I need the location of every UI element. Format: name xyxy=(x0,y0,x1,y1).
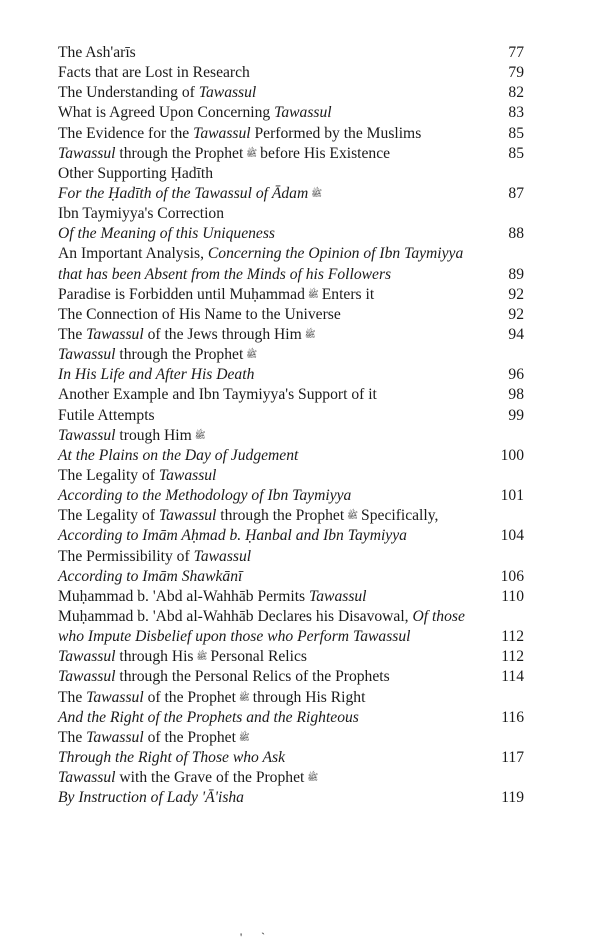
toc-entry xyxy=(58,526,524,546)
toc-entry-page-number: 98 xyxy=(508,386,524,404)
toc-entry-text: The xyxy=(58,688,87,706)
toc-entry xyxy=(58,103,524,123)
toc-entry-text: Tawassul xyxy=(86,688,144,706)
toc-entry-title xyxy=(58,728,518,748)
toc-entry xyxy=(58,63,524,83)
toc-entry-title xyxy=(58,627,495,647)
toc-entry-text: Tawassul xyxy=(58,346,116,364)
salawat-glyph-icon: ﷺ xyxy=(196,652,208,663)
toc-entry xyxy=(58,365,524,385)
toc-entry-text: Tawassul xyxy=(58,144,116,162)
toc-entry xyxy=(58,486,524,506)
toc-entry-title xyxy=(58,708,495,728)
toc-entry-title xyxy=(58,144,502,164)
salawat-glyph-icon: ﷺ xyxy=(238,692,250,703)
toc-entry-text: At the Plains on the Day of Judgement xyxy=(58,446,299,464)
toc-entry-text: of the Prophet xyxy=(143,688,236,706)
toc-entry xyxy=(58,667,524,687)
toc-entry-text: of the Jews through Him xyxy=(143,325,302,343)
toc-entry-text: of the Prophet xyxy=(143,728,236,746)
toc-entry-text: According to the Methodology of Ibn Taymiyya xyxy=(58,487,352,505)
toc-entry xyxy=(58,285,524,305)
toc-entry-page-number: 119 xyxy=(501,789,524,807)
toc-entry xyxy=(58,688,524,708)
toc-entry-page-number: 83 xyxy=(508,104,524,122)
toc-entry-title xyxy=(58,526,495,546)
toc-entry-text: The Legality of xyxy=(58,507,159,525)
toc-entry-text: Another Example and Ibn Taymiyya's Support of it xyxy=(58,386,377,404)
salawat-glyph-icon: ﷺ xyxy=(347,511,359,522)
toc-entry-text: Paradise is Forbidden until Muḥammad xyxy=(58,285,305,303)
toc-entry-text: By Instruction of Lady 'Ā'isha xyxy=(58,789,244,807)
toc-entry xyxy=(58,265,524,285)
toc-entry-text: The Legality of xyxy=(58,466,159,484)
toc-entry xyxy=(58,325,524,345)
toc-entry-text: through His xyxy=(115,648,194,666)
salawat-glyph-icon: ﷺ xyxy=(194,430,206,441)
toc-entry xyxy=(58,466,524,486)
toc-entry xyxy=(58,446,524,466)
salawat-glyph-icon: ﷺ xyxy=(238,732,250,743)
toc-entry-page-number: 104 xyxy=(500,527,524,545)
toc-entry-page-number: 101 xyxy=(500,487,524,505)
toc-entry-title xyxy=(58,204,518,224)
toc-entry-text: Tawassul xyxy=(274,104,332,122)
toc-entry xyxy=(58,164,524,184)
toc-entry xyxy=(58,728,524,748)
toc-entry-page-number: 82 xyxy=(508,84,524,102)
toc-entry xyxy=(58,224,524,244)
toc-entry-text: through His Right xyxy=(252,688,366,706)
toc-entry xyxy=(58,768,524,788)
toc-entry-title xyxy=(58,325,502,345)
toc-entry-title xyxy=(58,164,518,184)
toc-entry-title xyxy=(58,103,502,123)
toc-entry xyxy=(58,788,524,808)
toc-entry-text: Tawassul xyxy=(86,325,144,343)
toc-entry-title xyxy=(58,547,518,567)
toc-entry-title xyxy=(58,265,502,285)
salawat-glyph-icon: ﷺ xyxy=(246,350,258,361)
toc-entry xyxy=(58,426,524,446)
toc-entry-text: Muḥammad b. 'Abd al-Wahhāb Declares his Disavowal, xyxy=(58,607,413,625)
toc-entry-page-number: 99 xyxy=(508,406,524,424)
toc-entry-text: through the Prophet xyxy=(216,507,345,525)
toc-entry-text: Through the Right of Those who Ask xyxy=(58,748,285,766)
toc-entry-title xyxy=(58,688,518,708)
toc-entry-text: Tawassul xyxy=(58,426,116,444)
salawat-glyph-icon: ﷺ xyxy=(311,188,323,199)
toc-entry xyxy=(58,748,524,768)
toc-entry-title xyxy=(58,406,502,426)
toc-entry-text: Tawassul xyxy=(86,728,144,746)
toc-entry xyxy=(58,647,524,667)
toc-entry-text: through the Prophet xyxy=(115,144,244,162)
toc-entry xyxy=(58,406,524,426)
toc-entry-text: Tawassul xyxy=(158,507,217,525)
toc-entry-text: Tawassul xyxy=(198,84,257,102)
toc-entry-page-number: 92 xyxy=(508,285,524,303)
toc-entry-text: Performed by the Muslims xyxy=(250,124,422,142)
toc-entry-page-number: 100 xyxy=(500,446,524,464)
toc-entry xyxy=(58,506,524,526)
toc-entry-title xyxy=(58,587,495,607)
toc-entry-title xyxy=(58,607,518,627)
toc-entry-text: trough Him xyxy=(115,426,192,444)
toc-entry-text: Tawassul xyxy=(58,769,116,787)
toc-entry-page-number: 85 xyxy=(508,124,524,142)
toc-entry-page-number: 89 xyxy=(508,265,524,283)
toc-entry-text: Tawassul xyxy=(58,648,116,666)
salawat-glyph-icon: ﷺ xyxy=(307,289,319,300)
toc-entry-text: Tawassul xyxy=(309,587,367,605)
toc-entry-text: Facts that are Lost in Research xyxy=(58,64,250,82)
toc-entry-title xyxy=(58,345,518,365)
toc-entry xyxy=(58,43,524,63)
toc-entry-text: The Understanding of xyxy=(58,84,199,102)
toc-entry-text: Tawassul xyxy=(158,466,217,484)
toc-entry-page-number: 106 xyxy=(500,567,524,585)
toc-entry-text: The Permissibility of xyxy=(58,547,194,565)
toc-entry-title xyxy=(58,365,502,385)
toc-entry-title xyxy=(58,768,518,788)
toc-entry-text: Futile Attempts xyxy=(58,406,155,424)
toc-entry-page-number: 77 xyxy=(508,44,524,61)
toc-entry-title xyxy=(58,305,502,325)
toc-entry-title xyxy=(58,83,502,103)
toc-entry-title xyxy=(58,244,518,264)
toc-entry-title xyxy=(58,285,502,305)
toc-entry-text: through the Personal Relics of the Prophets xyxy=(115,668,390,686)
toc-entry-page-number: 110 xyxy=(501,587,524,605)
toc-entry-text: Enters it xyxy=(321,285,375,303)
toc-entry xyxy=(58,607,524,627)
toc-entry-title xyxy=(58,466,518,486)
footer-mark: ' ` xyxy=(240,930,274,944)
toc-entry-page-number: 116 xyxy=(501,708,524,726)
toc-entry-text: The Evidence for the xyxy=(58,124,194,142)
toc-entry-text: For the Ḥadīth of the Tawassul of Ādam xyxy=(58,184,309,202)
toc-entry xyxy=(58,547,524,567)
table-of-contents xyxy=(58,43,524,808)
toc-entry-title xyxy=(58,446,495,466)
toc-entry-text: Personal Relics xyxy=(210,648,307,666)
toc-entry-text: What is Agreed Upon Concerning xyxy=(58,104,275,122)
toc-entry-title xyxy=(58,426,518,446)
toc-entry-title xyxy=(58,63,502,83)
toc-entry-text: Of those xyxy=(412,607,465,625)
toc-entry xyxy=(58,627,524,647)
toc-entry-page-number: 94 xyxy=(508,325,524,343)
toc-entry-text: In His Life and After His Death xyxy=(58,366,255,384)
toc-entry xyxy=(58,708,524,728)
toc-entry-text: The xyxy=(58,325,87,343)
toc-entry-page-number: 88 xyxy=(508,225,524,243)
toc-entry-title xyxy=(58,506,518,526)
toc-entry-text: According to Imām Shawkānī xyxy=(58,567,243,585)
toc-entry xyxy=(58,83,524,103)
salawat-glyph-icon: ﷺ xyxy=(307,773,319,784)
toc-entry xyxy=(58,345,524,365)
toc-entry-text: before His Existence xyxy=(260,144,391,162)
toc-entry-text: Concerning the Opinion of Ibn Taymiyya xyxy=(207,245,464,263)
toc-entry-page-number: 92 xyxy=(508,305,524,323)
toc-entry-title xyxy=(58,788,495,808)
toc-entry-title xyxy=(58,184,502,204)
toc-entry-text: The xyxy=(58,728,87,746)
toc-entry xyxy=(58,244,524,264)
toc-entry-text: Ibn Taymiyya's Correction xyxy=(58,205,224,223)
toc-entry-page-number: 112 xyxy=(501,628,524,646)
toc-entry-text: through the Prophet xyxy=(115,346,244,364)
toc-entry xyxy=(58,567,524,587)
toc-entry xyxy=(58,124,524,144)
toc-entry-title xyxy=(58,486,495,506)
toc-entry-page-number: 87 xyxy=(508,184,524,202)
toc-entry-title xyxy=(58,667,495,687)
toc-entry-title xyxy=(58,385,502,405)
toc-entry xyxy=(58,184,524,204)
toc-entry-title xyxy=(58,647,495,667)
toc-entry-text: Tawassul xyxy=(193,547,252,565)
toc-entry-text: According to Imām Aḥmad b. Ḥanbal and Ibn Taymiyya xyxy=(58,527,407,545)
toc-entry-text: who Impute Disbelief upon those who Perform Tawassul xyxy=(58,628,411,646)
salawat-glyph-icon: ﷺ xyxy=(304,329,316,340)
toc-entry-text: Tawassul xyxy=(193,124,251,142)
toc-entry-text: that has been Absent from the Minds of his Followers xyxy=(58,265,392,283)
toc-entry-title xyxy=(58,43,502,63)
toc-entry-text: The Ash'arīs xyxy=(58,44,136,61)
toc-entry-text: And the Right of the Prophets and the Righteous xyxy=(58,708,359,726)
toc-entry-text: Other Supporting Ḥadīth xyxy=(58,164,214,182)
toc-entry-page-number: 79 xyxy=(508,64,524,82)
toc-entry xyxy=(58,144,524,164)
toc-entry xyxy=(58,385,524,405)
toc-entry-page-number: 85 xyxy=(508,144,524,162)
toc-entry-text: with the Grave of the Prophet xyxy=(115,769,305,787)
toc-entry-text: Specifically, xyxy=(361,507,439,525)
toc-entry-page-number: 114 xyxy=(501,668,524,686)
toc-entry-title xyxy=(58,124,502,144)
toc-entry-page-number: 117 xyxy=(501,748,524,766)
toc-entry-title xyxy=(58,567,495,587)
toc-entry-title xyxy=(58,224,502,244)
toc-entry-page-number: 96 xyxy=(508,366,524,384)
toc-entry xyxy=(58,587,524,607)
toc-entry-title xyxy=(58,748,495,768)
toc-entry-text: Of the Meaning of this Uniqueness xyxy=(58,225,275,243)
toc-entry-page-number: 112 xyxy=(501,648,524,666)
toc-entry-text: An Important Analysis, xyxy=(58,245,208,263)
toc-entry xyxy=(58,204,524,224)
toc-entry-text: The Connection of His Name to the Universe xyxy=(58,305,341,323)
salawat-glyph-icon: ﷺ xyxy=(246,148,258,159)
toc-entry xyxy=(58,305,524,325)
toc-entry-text: Muḥammad b. 'Abd al-Wahhāb Permits xyxy=(58,587,310,605)
toc-entry-text: Tawassul xyxy=(58,668,116,686)
